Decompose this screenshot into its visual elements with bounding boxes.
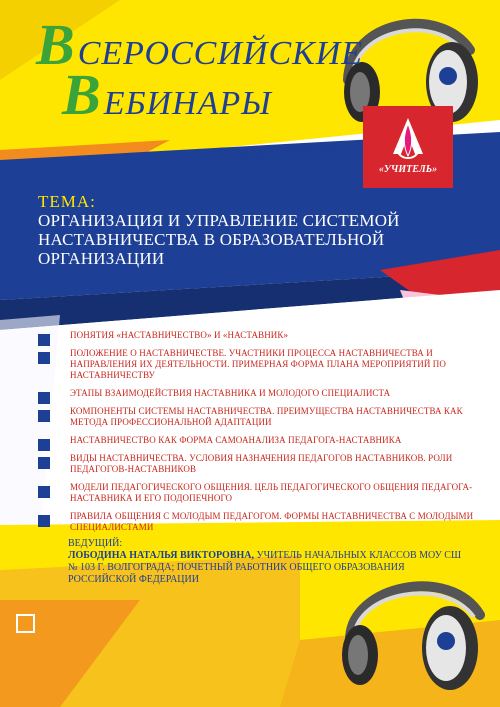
speaker-info <box>68 550 468 586</box>
speaker-label: ВЕДУЩИЙ: <box>68 538 123 549</box>
topics-list <box>38 330 478 540</box>
publisher-prefix: ОТ ИЗДАТЕЛЬСТВА <box>218 144 343 158</box>
list-item: НАСТАВНИЧЕСТВО КАК ФОРМА САМОАНАЛИЗА ПЕДАГОГА-НАСТАВНИКА <box>38 435 478 446</box>
bullet-square-icon <box>38 439 50 451</box>
bullet-square-icon <box>38 515 50 527</box>
webinar-title: ОРГАНИЗАЦИЯ И УПРАВЛЕНИЕ СИСТЕМОЙ НАСТАВНИЧЕСТВА В ОБРАЗОВАТЕЛЬНОЙ ОРГАНИЗАЦИИ <box>38 211 400 268</box>
decorative-square-icon <box>16 614 35 633</box>
bullet-square-icon <box>38 486 50 498</box>
bullet-square-icon <box>38 334 50 346</box>
speaker-block <box>68 538 468 586</box>
publisher-logo <box>363 106 453 188</box>
publisher-logo-text: «УЧИТЕЛЬ» <box>378 164 438 175</box>
list-item: ПОНЯТИЯ «НАСТАВНИЧЕСТВО» И «НАСТАВНИК» <box>38 330 478 341</box>
speaker-name: ЛОБОДИНА НАТАЛЬЯ ВИКТОРОВНА, <box>68 550 254 561</box>
list-item: ВИДЫ НАСТАВНИЧЕСТВА. УСЛОВИЯ НАЗНАЧЕНИЯ ПЕДАГОГОВ НАСТАВНИКОВ. РОЛИ ПЕДАГОГОВ-НАСТАВНИКОВ <box>38 453 478 475</box>
title-line-2: ВЕБИНАРЫ <box>62 62 272 127</box>
bullet-square-icon <box>38 352 50 364</box>
speaker-description: УЧИТЕЛЬ НАЧАЛЬНЫХ КЛАССОВ МОУ СШ № 103 Г. ВОЛГОГРАДА; ПОЧЕТНЫЙ РАБОТНИК ОБЩЕГО ОБРАЗОВАНИЯ РОССИЙСКОЙ ФЕДЕРАЦИИ <box>68 550 462 585</box>
list-item: КОМПОНЕНТЫ СИСТЕМЫ НАСТАВНИЧЕСТВА. ПРЕИМУЩЕСТВА НАСТАВНИЧЕСТВА КАК МЕТОДА ПРОФЕССИОНАЛЬНОЙ АДАПТАЦИИ <box>38 406 478 428</box>
list-item: ЭТАПЫ ВЗАИМОДЕЙСТВИЯ НАСТАВНИКА И МОЛОДОГО СПЕЦИАЛИСТА <box>38 388 478 399</box>
theme-label: ТЕМА: <box>38 192 96 211</box>
list-item: ПОЛОЖЕНИЕ О НАСТАВНИЧЕСТВЕ. УЧАСТНИКИ ПРОЦЕССА НАСТАВНИЧЕСТВА И НАПРАВЛЕНИЯ ИХ ДЕЯТЕЛЬНОСТИ. ПРИМЕРНАЯ ФОРМА ПЛАНА МЕРОПРИЯТИЙ ПО НАСТАВНИЧЕСТВУ <box>38 348 478 381</box>
bullet-square-icon <box>38 457 50 469</box>
bullet-square-icon <box>38 410 50 422</box>
list-item: МОДЕЛИ ПЕДАГОГИЧЕСКОГО ОБЩЕНИЯ. ЦЕЛЬ ПЕДАГОГИЧЕСКОГО ОБЩЕНИЯ ПЕДАГОГА-НАСТАВНИКА И ЕГО ПОДОПЕЧНОГО <box>38 482 478 504</box>
list-item: ПРАВИЛА ОБЩЕНИЯ С МОЛОДЫМ ПЕДАГОГОМ. ФОРМЫ НАСТАВНИЧЕСТВА С МОЛОДЫМИ СПЕЦИАЛИСТАМИ <box>38 511 478 533</box>
title-line-1: ВСЕРОССИЙСКИЕ <box>36 12 364 77</box>
bullet-square-icon <box>38 392 50 404</box>
